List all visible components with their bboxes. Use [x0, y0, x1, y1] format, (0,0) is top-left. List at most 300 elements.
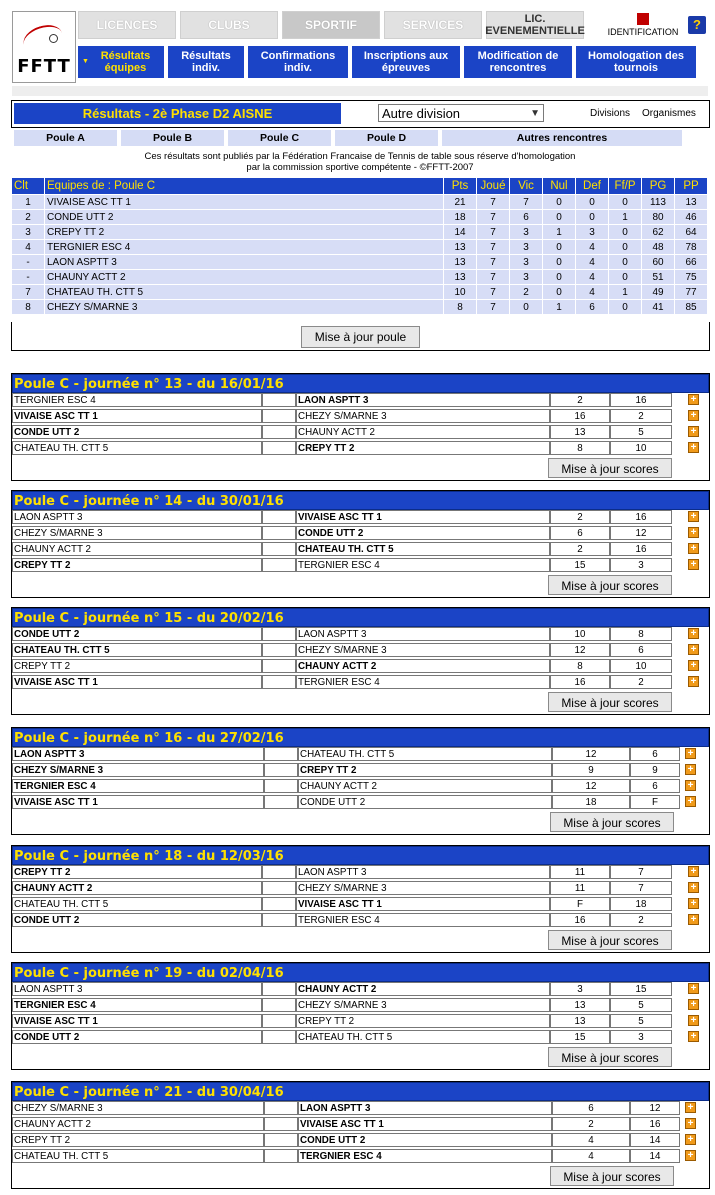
score-away: F	[630, 795, 680, 809]
away-team[interactable]: CHAUNY ACTT 2	[298, 779, 552, 793]
cell-joue: 7	[477, 195, 509, 209]
score-away: 14	[630, 1149, 680, 1163]
away-team[interactable]: CHAUNY ACTT 2	[296, 659, 550, 673]
cell-joue: 7	[477, 255, 509, 269]
journee-title: Poule C - journée n° 16 - du 27/02/16	[12, 728, 709, 747]
empty-cell	[264, 747, 298, 761]
ball-icon	[49, 34, 58, 43]
away-team[interactable]: LAON ASPTT 3	[296, 627, 550, 641]
classement-table	[11, 177, 708, 315]
away-team[interactable]: CHAUNY ACTT 2	[296, 425, 550, 439]
score-home: 9	[552, 763, 630, 777]
home-team[interactable]: CREPY TT 2	[12, 558, 262, 572]
cell-vic: 6	[510, 210, 542, 224]
match-row	[12, 1117, 709, 1133]
away-team[interactable]: CHEZY S/MARNE 3	[296, 643, 550, 657]
col-vic: Vic	[510, 178, 542, 194]
match-row	[12, 510, 709, 526]
journee-title: Poule C - journée n° 18 - du 12/03/16	[12, 846, 709, 865]
cell-joue: 7	[477, 285, 509, 299]
journee-footer	[12, 574, 709, 597]
separator-strip	[12, 86, 708, 96]
cell-nul: 0	[543, 255, 575, 269]
cell-team[interactable]: VIVAISE ASC TT 1	[45, 195, 443, 209]
away-team[interactable]: CHAUNY ACTT 2	[296, 982, 550, 996]
table-row	[12, 255, 707, 269]
match-row	[12, 1149, 709, 1165]
cell-pg: 60	[642, 255, 674, 269]
away-team[interactable]: LAON ASPTT 3	[298, 1101, 552, 1115]
subnav-resultats-equipes[interactable]: ▼ Résultats équipes	[78, 46, 164, 78]
table-row	[12, 270, 707, 284]
journee-title: Poule C - journée n° 15 - du 20/02/16	[12, 608, 709, 627]
empty-cell	[262, 865, 296, 879]
cell-pg: 48	[642, 240, 674, 254]
update-scores-button[interactable]: Mise à jour scores	[548, 692, 672, 712]
away-team[interactable]: CHATEAU TH. CTT 5	[298, 747, 552, 761]
journee-block	[11, 962, 710, 1070]
subnav-modification-rencontres[interactable]: Modification de rencontres	[464, 46, 572, 78]
score-home: 12	[550, 643, 610, 657]
cell-team[interactable]: TERGNIER ESC 4	[45, 240, 443, 254]
score-away: 8	[610, 627, 672, 641]
cell-pg: 49	[642, 285, 674, 299]
score-away: 6	[610, 643, 672, 657]
empty-cell	[262, 881, 296, 895]
away-team[interactable]: CHEZY S/MARNE 3	[296, 881, 550, 895]
logo-text: FFTT	[17, 56, 71, 77]
score-home: 15	[550, 558, 610, 572]
details-plus-icon[interactable]: +	[685, 748, 696, 759]
score-away: 9	[630, 763, 680, 777]
home-team[interactable]: TERGNIER ESC 4	[12, 998, 262, 1012]
away-team[interactable]: TERGNIER ESC 4	[296, 675, 550, 689]
away-team[interactable]: TERGNIER ESC 4	[296, 913, 550, 927]
empty-cell	[264, 1149, 298, 1163]
home-team[interactable]: CHATEAU TH. CTT 5	[12, 1149, 264, 1163]
match-row	[12, 982, 709, 998]
score-away: 2	[610, 913, 672, 927]
home-team[interactable]: CONDE UTT 2	[12, 425, 262, 439]
score-home: 16	[550, 409, 610, 423]
match-row	[12, 425, 709, 441]
cell-clt: 1	[12, 195, 44, 209]
subnav-resultats-indiv[interactable]: Résultats indiv.	[168, 46, 244, 78]
empty-cell	[264, 779, 298, 793]
score-home: 16	[550, 675, 610, 689]
tab-poule-d[interactable]: Poule D	[335, 130, 438, 146]
home-team[interactable]: VIVAISE ASC TT 1	[12, 675, 262, 689]
home-team[interactable]: LAON ASPTT 3	[12, 982, 262, 996]
fftt-logo[interactable]	[12, 11, 76, 83]
cell-ffp: 0	[609, 195, 641, 209]
cell-ffp: 0	[609, 225, 641, 239]
division-select-value: Autre division	[382, 106, 461, 121]
details-plus-icon[interactable]: +	[688, 644, 699, 655]
cell-pg: 51	[642, 270, 674, 284]
journee-title: Poule C - journée n° 19 - du 02/04/16	[12, 963, 709, 982]
home-team[interactable]: CHEZY S/MARNE 3	[12, 763, 264, 777]
home-team[interactable]: CHEZY S/MARNE 3	[12, 526, 262, 540]
journee-block	[11, 727, 710, 835]
cell-pp: 66	[675, 255, 707, 269]
table-row	[12, 225, 707, 239]
home-team[interactable]: CONDE UTT 2	[12, 627, 262, 641]
score-home: F	[550, 897, 610, 911]
disclaimer-line: Ces résultats sont publiés par la Fédération Francaise de Tennis de table sous réserve d'homologation	[144, 151, 576, 162]
details-plus-icon[interactable]: +	[688, 1031, 699, 1042]
details-plus-icon[interactable]: +	[688, 426, 699, 437]
cell-pp: 78	[675, 240, 707, 254]
col-equipes: Equipes de : Poule C	[45, 178, 443, 194]
subnav-inscriptions-epreuves[interactable]: Inscriptions aux épreuves	[352, 46, 460, 78]
details-plus-icon[interactable]: +	[688, 999, 699, 1010]
match-row	[12, 763, 709, 779]
away-team[interactable]: CONDE UTT 2	[296, 526, 550, 540]
identification-label: IDENTIFICATION	[607, 27, 679, 37]
empty-cell	[262, 558, 296, 572]
details-plus-icon[interactable]: +	[688, 543, 699, 554]
cell-ffp: 1	[609, 210, 641, 224]
cell-pg: 113	[642, 195, 674, 209]
empty-cell	[262, 425, 296, 439]
details-plus-icon[interactable]: +	[685, 764, 696, 775]
col-joue: Joué	[477, 178, 509, 194]
cell-pts: 21	[444, 195, 476, 209]
col-pg: PG	[642, 178, 674, 194]
match-row	[12, 865, 709, 881]
tab-sportif[interactable]: SPORTIF	[282, 11, 380, 39]
away-team[interactable]: VIVAISE ASC TT 1	[296, 897, 550, 911]
score-home: 4	[552, 1149, 630, 1163]
details-plus-icon[interactable]: +	[688, 898, 699, 909]
cell-vic: 3	[510, 270, 542, 284]
cell-def: 4	[576, 285, 608, 299]
away-team[interactable]: CHATEAU TH. CTT 5	[296, 542, 550, 556]
tab-poule-c[interactable]: Poule C	[228, 130, 331, 146]
cell-joue: 7	[477, 210, 509, 224]
score-away: 18	[610, 897, 672, 911]
tab-autres-rencontres[interactable]: Autres rencontres	[442, 130, 682, 146]
home-team[interactable]: CONDE UTT 2	[12, 913, 262, 927]
tab-clubs[interactable]: CLUBS	[180, 11, 278, 39]
score-home: 12	[552, 747, 630, 761]
col-pts: Pts	[444, 178, 476, 194]
empty-cell	[264, 1117, 298, 1131]
col-nul: Nul	[543, 178, 575, 194]
score-home: 2	[550, 393, 610, 407]
cell-team[interactable]: LAON ASPTT 3	[45, 255, 443, 269]
cell-nul: 1	[543, 300, 575, 314]
update-poule-button[interactable]: Mise à jour poule	[301, 326, 420, 348]
away-team[interactable]: VIVAISE ASC TT 1	[296, 510, 550, 524]
help-icon[interactable]: ?	[688, 16, 706, 34]
table-row	[12, 285, 707, 299]
journee-block	[11, 373, 710, 481]
organismes-link[interactable]: Organismes	[642, 108, 696, 119]
home-team[interactable]: CHATEAU TH. CTT 5	[12, 897, 262, 911]
score-home: 11	[550, 865, 610, 879]
details-plus-icon[interactable]: +	[688, 511, 699, 522]
details-plus-icon[interactable]: +	[688, 676, 699, 687]
score-home: 13	[550, 1014, 610, 1028]
match-row	[12, 1030, 709, 1046]
division-title: Résultats - 2è Phase D2 AISNE	[14, 103, 341, 124]
details-plus-icon[interactable]: +	[688, 1015, 699, 1026]
details-plus-icon[interactable]: +	[688, 914, 699, 925]
empty-cell	[264, 763, 298, 777]
update-scores-button[interactable]: Mise à jour scores	[550, 1166, 674, 1186]
match-row	[12, 627, 709, 643]
score-home: 8	[550, 659, 610, 673]
journee-footer	[12, 691, 709, 714]
score-away: 3	[610, 558, 672, 572]
details-plus-icon[interactable]: +	[688, 410, 699, 421]
score-away: 6	[630, 779, 680, 793]
away-team[interactable]: CHEZY S/MARNE 3	[296, 409, 550, 423]
home-team[interactable]: LAON ASPTT 3	[12, 510, 262, 524]
home-team[interactable]: LAON ASPTT 3	[12, 747, 264, 761]
details-plus-icon[interactable]: +	[688, 442, 699, 453]
match-row	[12, 897, 709, 913]
cell-nul: 1	[543, 225, 575, 239]
score-home: 2	[552, 1117, 630, 1131]
away-team[interactable]: LAON ASPTT 3	[296, 865, 550, 879]
journee-block	[11, 1081, 710, 1189]
cell-pts: 14	[444, 225, 476, 239]
score-away: 5	[610, 425, 672, 439]
journee-title: Poule C - journée n° 21 - du 30/04/16	[12, 1082, 709, 1101]
col-pp: PP	[675, 178, 707, 194]
cell-def: 4	[576, 270, 608, 284]
score-away: 16	[610, 510, 672, 524]
empty-cell	[262, 998, 296, 1012]
identification-icon	[637, 13, 649, 25]
home-team[interactable]: TERGNIER ESC 4	[12, 393, 262, 407]
tab-licences[interactable]: LICENCES	[78, 11, 176, 39]
details-plus-icon[interactable]: +	[685, 1102, 696, 1113]
score-home: 2	[550, 510, 610, 524]
away-team[interactable]: VIVAISE ASC TT 1	[298, 1117, 552, 1131]
match-row	[12, 779, 709, 795]
match-row	[12, 1133, 709, 1149]
home-team[interactable]: TERGNIER ESC 4	[12, 779, 264, 793]
divisions-link[interactable]: Divisions	[590, 108, 631, 119]
cell-team[interactable]: CHEZY S/MARNE 3	[45, 300, 443, 314]
away-team[interactable]: CONDE UTT 2	[298, 1133, 552, 1147]
home-team[interactable]: VIVAISE ASC TT 1	[12, 795, 264, 809]
home-team[interactable]: CHAUNY ACTT 2	[12, 1117, 264, 1131]
cell-ffp: 0	[609, 300, 641, 314]
sub-navigation	[78, 46, 696, 78]
home-team[interactable]: CONDE UTT 2	[12, 1030, 262, 1044]
cell-pp: 46	[675, 210, 707, 224]
division-panel	[11, 100, 710, 128]
journee-title: Poule C - journée n° 14 - du 30/01/16	[12, 491, 709, 510]
cell-team[interactable]: CHAUNY ACTT 2	[45, 270, 443, 284]
home-team[interactable]: VIVAISE ASC TT 1	[12, 1014, 262, 1028]
update-scores-button[interactable]: Mise à jour scores	[548, 1047, 672, 1067]
cell-pts: 13	[444, 270, 476, 284]
cell-nul: 0	[543, 240, 575, 254]
empty-cell	[262, 1014, 296, 1028]
match-row	[12, 393, 709, 409]
cell-ffp: 1	[609, 285, 641, 299]
score-home: 10	[550, 627, 610, 641]
journee-block	[11, 845, 710, 953]
journee-footer	[12, 1165, 709, 1188]
details-plus-icon[interactable]: +	[685, 796, 696, 807]
cell-team[interactable]: CHATEAU TH. CTT 5	[45, 285, 443, 299]
score-home: 4	[552, 1133, 630, 1147]
score-away: 12	[630, 1101, 680, 1115]
away-team[interactable]: CONDE UTT 2	[298, 795, 552, 809]
score-away: 3	[610, 1030, 672, 1044]
cell-def: 6	[576, 300, 608, 314]
cell-def: 0	[576, 195, 608, 209]
cell-pg: 80	[642, 210, 674, 224]
tab-services[interactable]: SERVICES	[384, 11, 482, 39]
cell-vic: 3	[510, 240, 542, 254]
racket-swoosh-icon	[20, 20, 66, 57]
empty-cell	[262, 441, 296, 455]
match-row	[12, 409, 709, 425]
cell-def: 0	[576, 210, 608, 224]
match-row	[12, 913, 709, 929]
details-plus-icon[interactable]: +	[688, 559, 699, 570]
disclaimer-line: par la commission sportive compétente - ©FFTT-2007	[246, 162, 474, 173]
details-plus-icon[interactable]: +	[688, 882, 699, 893]
match-row	[12, 659, 709, 675]
poule-tabs	[14, 130, 682, 146]
update-scores-button[interactable]: Mise à jour scores	[548, 575, 672, 595]
empty-cell	[264, 1133, 298, 1147]
score-away: 10	[610, 659, 672, 673]
away-team[interactable]: CREPY TT 2	[296, 441, 550, 455]
score-home: 18	[552, 795, 630, 809]
division-select[interactable]	[378, 104, 544, 122]
away-team[interactable]: TERGNIER ESC 4	[298, 1149, 552, 1163]
score-home: 3	[550, 982, 610, 996]
tab-poule-a[interactable]: Poule A	[14, 130, 117, 146]
cell-clt: 3	[12, 225, 44, 239]
cell-clt: 2	[12, 210, 44, 224]
score-away: 16	[610, 542, 672, 556]
match-row	[12, 441, 709, 457]
details-plus-icon[interactable]: +	[688, 983, 699, 994]
cell-pts: 10	[444, 285, 476, 299]
cell-clt: -	[12, 255, 44, 269]
update-scores-button[interactable]: Mise à jour scores	[548, 930, 672, 950]
cell-joue: 7	[477, 270, 509, 284]
details-plus-icon[interactable]: +	[688, 527, 699, 538]
cell-joue: 7	[477, 300, 509, 314]
home-team[interactable]: CHAUNY ACTT 2	[12, 881, 262, 895]
tab-lic-evenementielle[interactable]: LIC. EVENEMENTIELLE	[485, 13, 585, 37]
details-plus-icon[interactable]: +	[685, 780, 696, 791]
journee-block	[11, 607, 710, 715]
away-team[interactable]: LAON ASPTT 3	[296, 393, 550, 407]
subnav-homologation-tournois[interactable]: Homologation des tournois	[576, 46, 696, 78]
home-team[interactable]: CHATEAU TH. CTT 5	[12, 643, 262, 657]
score-away: 6	[630, 747, 680, 761]
cell-clt: 8	[12, 300, 44, 314]
away-team[interactable]: TERGNIER ESC 4	[296, 558, 550, 572]
match-row	[12, 998, 709, 1014]
home-team[interactable]: VIVAISE ASC TT 1	[12, 409, 262, 423]
empty-cell	[262, 526, 296, 540]
journee-footer	[12, 929, 709, 952]
score-away: 7	[610, 865, 672, 879]
home-team[interactable]: CREPY TT 2	[12, 659, 262, 673]
update-scores-button[interactable]: Mise à jour scores	[550, 812, 674, 832]
away-team[interactable]: CREPY TT 2	[296, 1014, 550, 1028]
home-team[interactable]: CHAUNY ACTT 2	[12, 542, 262, 556]
away-team[interactable]: CHEZY S/MARNE 3	[296, 998, 550, 1012]
home-team[interactable]: CHEZY S/MARNE 3	[12, 1101, 264, 1115]
table-row	[12, 240, 707, 254]
match-row	[12, 1101, 709, 1117]
score-home: 6	[552, 1101, 630, 1115]
cell-pts: 13	[444, 240, 476, 254]
cell-team[interactable]: CREPY TT 2	[45, 225, 443, 239]
score-home: 11	[550, 881, 610, 895]
cell-ffp: 0	[609, 240, 641, 254]
cell-clt: 7	[12, 285, 44, 299]
score-home: 12	[552, 779, 630, 793]
update-scores-button[interactable]: Mise à jour scores	[548, 458, 672, 478]
cell-nul: 0	[543, 210, 575, 224]
subnav-confirmations-indiv[interactable]: Confirmations indiv.	[248, 46, 348, 78]
home-team[interactable]: CREPY TT 2	[12, 1133, 264, 1147]
cell-joue: 7	[477, 240, 509, 254]
details-plus-icon[interactable]: +	[685, 1118, 696, 1129]
empty-cell	[262, 1030, 296, 1044]
empty-cell	[264, 795, 298, 809]
score-away: 2	[610, 409, 672, 423]
home-team[interactable]: CHATEAU TH. CTT 5	[12, 441, 262, 455]
cell-pp: 13	[675, 195, 707, 209]
match-row	[12, 558, 709, 574]
details-plus-icon[interactable]: +	[688, 394, 699, 405]
details-plus-icon[interactable]: +	[685, 1150, 696, 1161]
match-row	[12, 1014, 709, 1030]
chevron-down-icon: ▼	[530, 108, 540, 119]
cell-def: 3	[576, 225, 608, 239]
score-home: 13	[550, 998, 610, 1012]
score-home: 15	[550, 1030, 610, 1044]
details-plus-icon[interactable]: +	[688, 628, 699, 639]
journee-title: Poule C - journée n° 13 - du 16/01/16	[12, 374, 709, 393]
cell-vic: 0	[510, 300, 542, 314]
details-plus-icon[interactable]: +	[685, 1134, 696, 1145]
details-plus-icon[interactable]: +	[688, 660, 699, 671]
cell-vic: 2	[510, 285, 542, 299]
cell-team[interactable]: CONDE UTT 2	[45, 210, 443, 224]
cell-vic: 3	[510, 255, 542, 269]
top-navigation	[78, 11, 584, 41]
away-team[interactable]: CREPY TT 2	[298, 763, 552, 777]
tab-poule-b[interactable]: Poule B	[121, 130, 224, 146]
home-team[interactable]: CREPY TT 2	[12, 865, 262, 879]
details-plus-icon[interactable]: +	[688, 866, 699, 877]
score-home: 8	[550, 441, 610, 455]
away-team[interactable]: CHATEAU TH. CTT 5	[296, 1030, 550, 1044]
score-away: 5	[610, 998, 672, 1012]
identification-link[interactable]	[600, 13, 686, 39]
table-row	[12, 210, 707, 224]
empty-cell	[262, 675, 296, 689]
